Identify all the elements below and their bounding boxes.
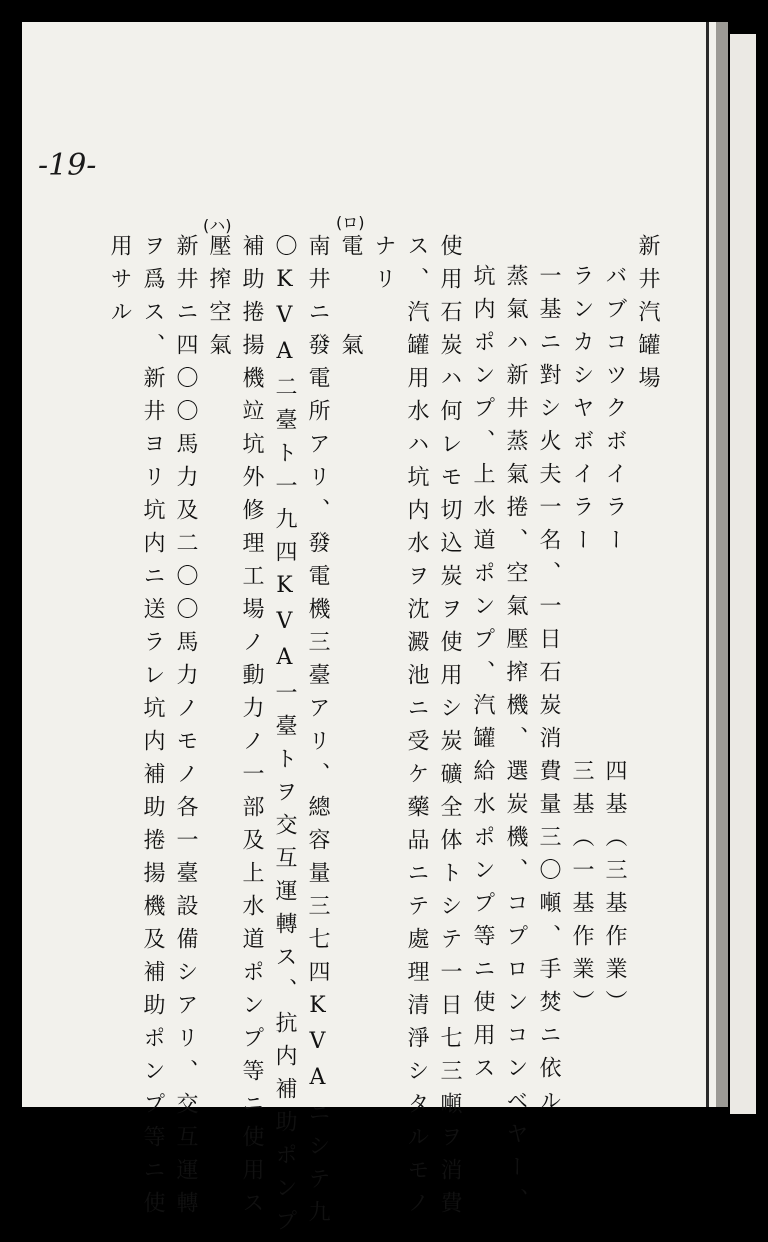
section-heading-compressed-air: 壓搾空氣 — [206, 234, 231, 366]
text-column-4: 一基ニ對シ火夫一名、一日石炭消費量三〇噸、手焚ニ依ル — [536, 264, 561, 1122]
page-edge-strip — [716, 22, 728, 1107]
text-column-17: 用サル — [107, 234, 132, 333]
text-column-12: 〇KVA二臺ト一九四KVA一臺トヲ交互運轉ス、抗内補助ポンプ — [272, 234, 297, 1242]
text-column-9: ナリ — [371, 234, 396, 300]
section-marker-ha: (ハ) — [203, 216, 232, 235]
next-page-edge — [730, 34, 756, 1114]
text-column-11: 南井ニ發電所アリ、發電機三臺アリ、總容量三七四KVAニシテ九 — [305, 234, 330, 1233]
text-column-6: 坑内ポンプ、上水道ポンプ、汽罐給水ポンプ等ニ使用ス — [470, 264, 495, 1089]
text-column-15: 新井ニ四〇〇馬力及二〇〇馬力ノモノ各一臺設備シアリ、交互運轉 — [173, 234, 198, 1224]
text-column-3: ランカシヤボイラー 三基（一基作業） — [569, 264, 594, 1023]
text-column-8: ス、汽罐用水ハ坑内水ヲ沈澱池ニ受ケ藥品ニテ處理清淨シタルモノ — [404, 234, 429, 1224]
text-column-2: バブコツクボイラー 四基（三基作業） — [602, 264, 627, 1023]
text-column-1: 新井汽罐場 — [635, 234, 660, 399]
section-heading-electricity: 電 氣 — [338, 234, 363, 366]
text-column-16: ヲ爲ス、新井ヨリ坑内ニ送ラレ坑内補助捲揚機及補助ポンプ等ニ使 — [140, 234, 165, 1224]
section-marker-ro: (ロ) — [336, 213, 365, 232]
text-column-7: 使用石炭ハ何レモ切込炭ヲ使用シ炭礦全体トシテ一日七三噸ヲ消費 — [437, 234, 462, 1224]
text-column-5: 蒸氣ハ新井蒸氣捲、空氣壓搾機、選炭機、コプロンコンベヤー、 — [503, 264, 528, 1221]
page-crease — [706, 22, 709, 1107]
page-number: -19- — [38, 148, 97, 183]
text-column-13: 補助捲揚機竝坑外修理工場ノ動力ノ一部及上水道ポンプ等ニ使用ス — [239, 234, 264, 1224]
